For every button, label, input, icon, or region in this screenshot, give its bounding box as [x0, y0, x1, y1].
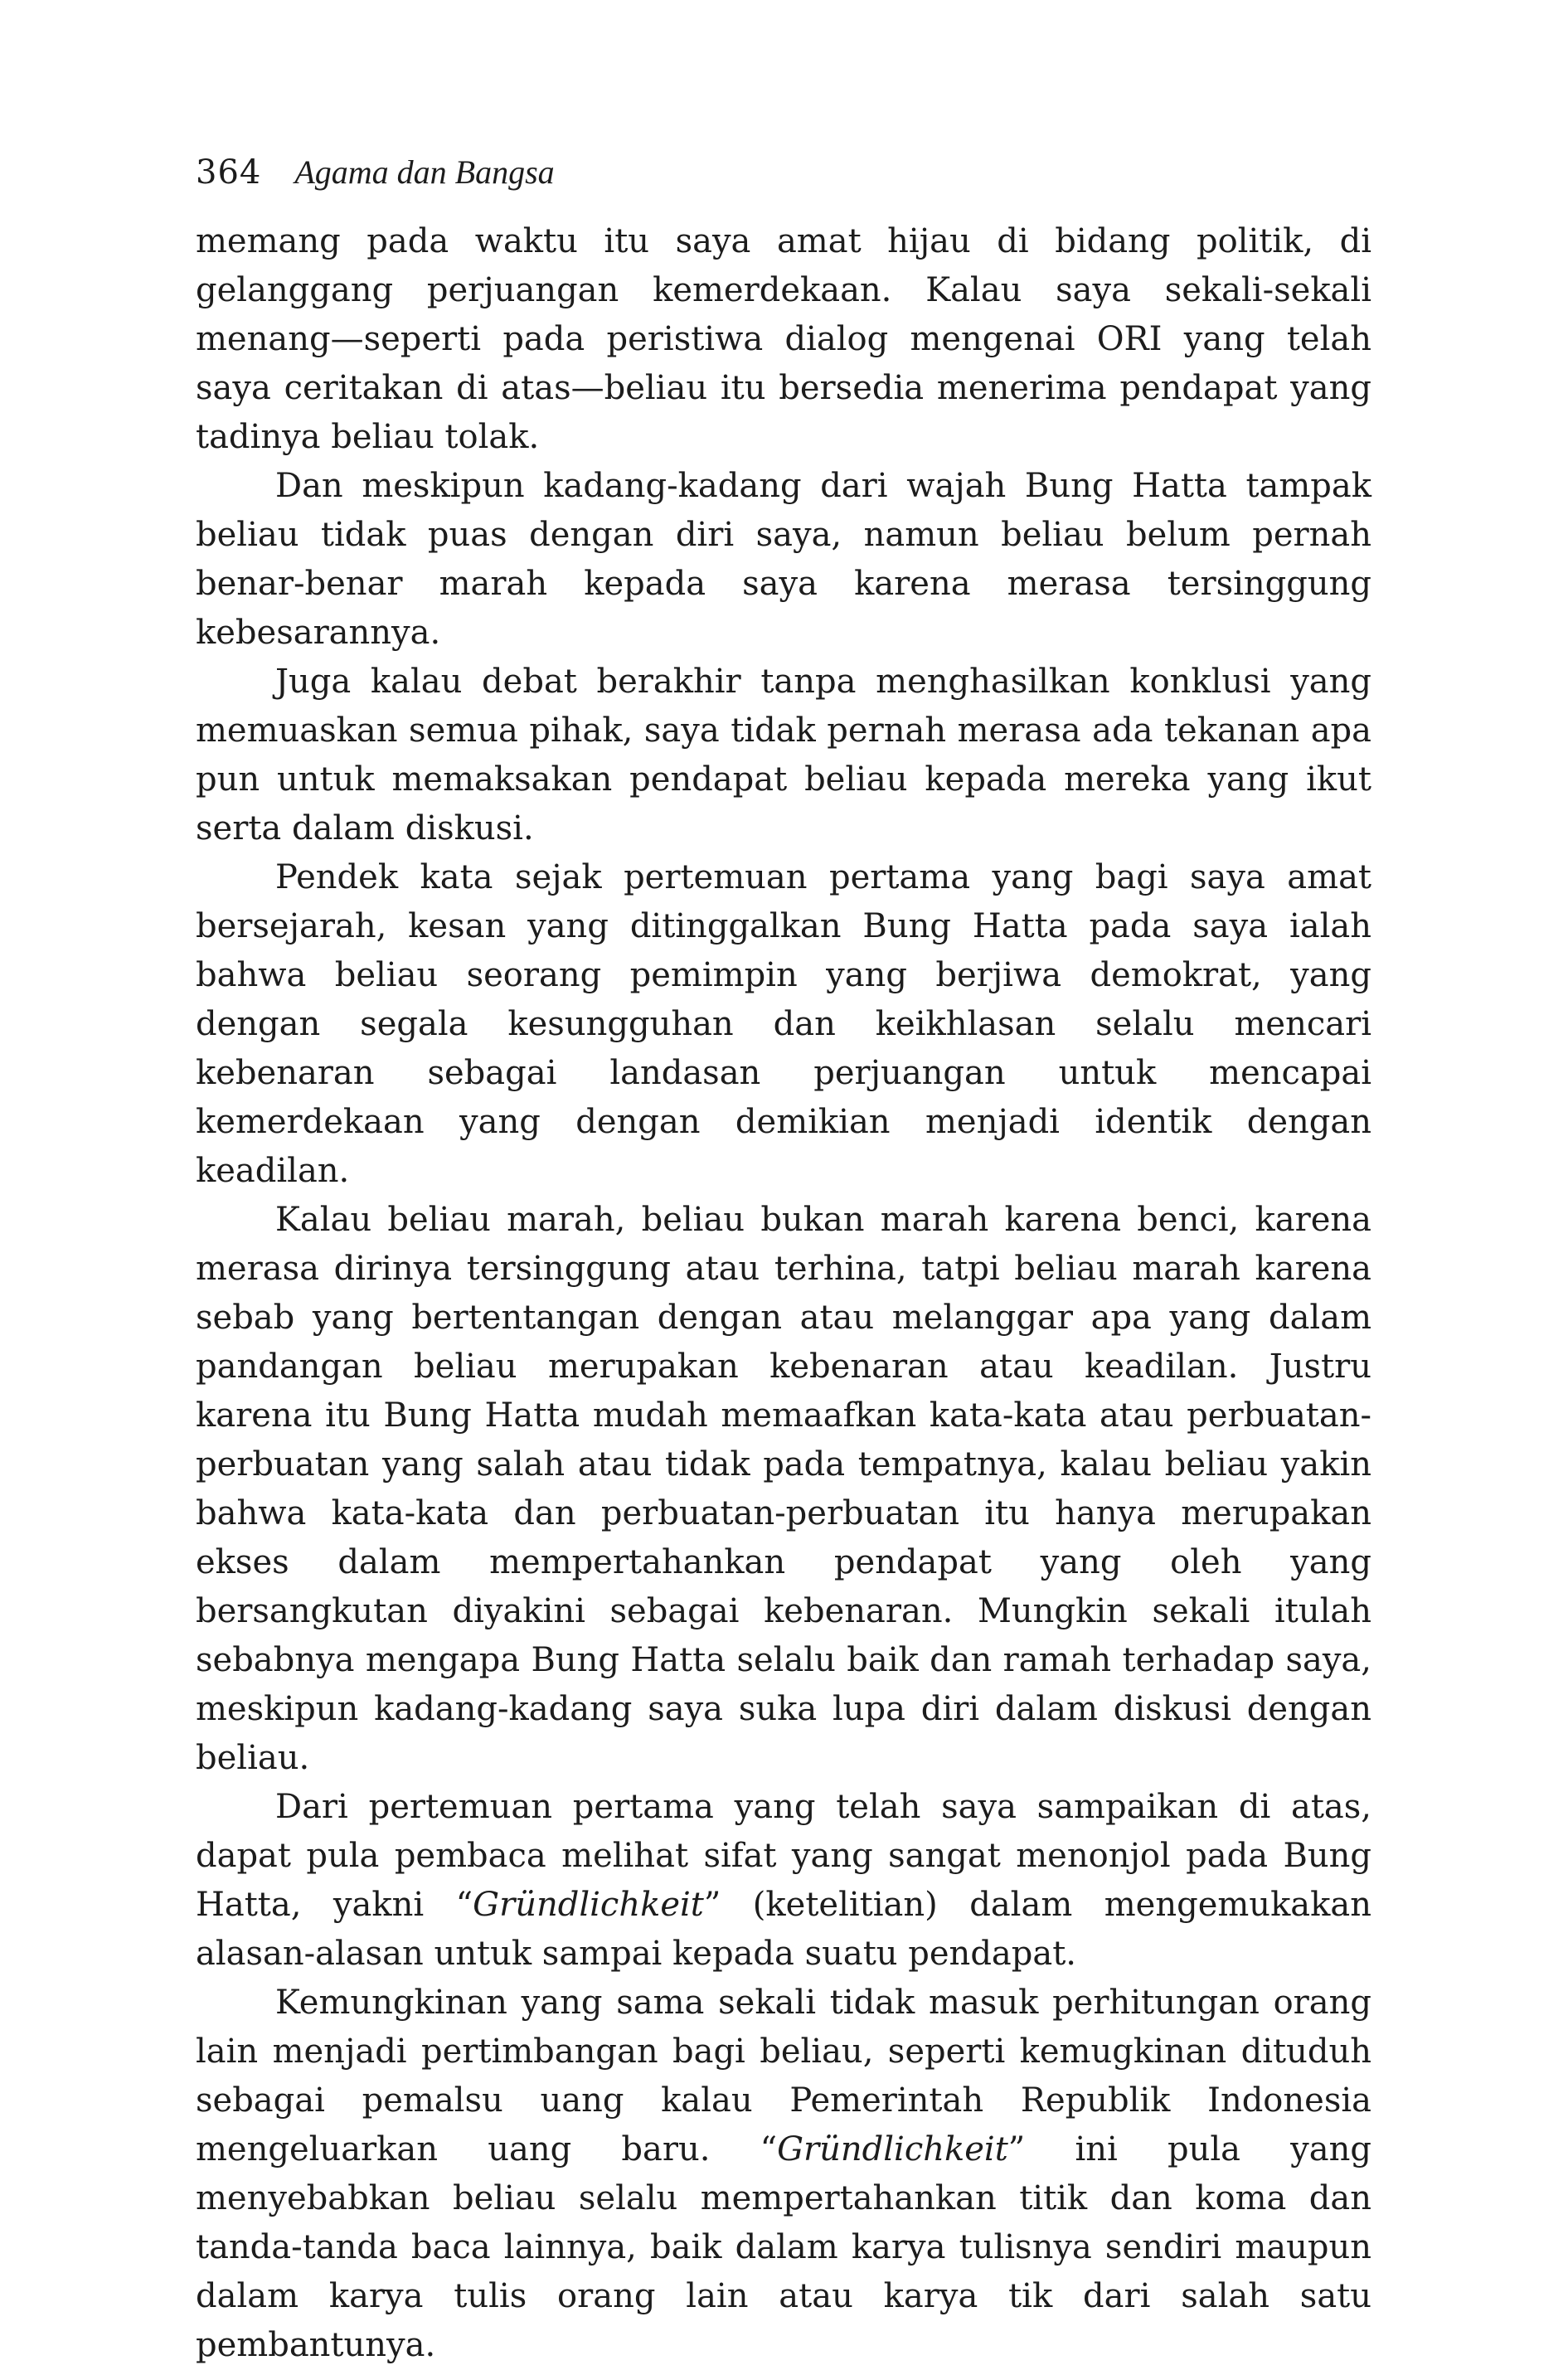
paragraph-2: Dan meskipun kadang-kadang dari wajah Bung Hatta tampak beliau tidak puas dengan diri saya, namun beliau belum pernah benar-benar marah kepada saya karena merasa tersinggung kebesarannya. [196, 467, 1371, 652]
paragraph-5: Kalau beliau marah, beliau bukan marah karena benci, karena merasa dirinya tersinggung atau terhina, tatpi beliau marah karena sebab yang bertentangan dengan atau melanggar apa yang dalam pandangan beliau merupakan kebenaran atau keadilan. Justru karena itu Bung Hatta mudah memaafkan kata-kata atau perbuatan-perbuatan yang salah atau tidak pada tempatnya, kalau beliau yakin bahwa kata-kata dan perbuatan-perbuatan itu hanya merupakan ekses dalam mempertahankan pendapat yang oleh yang bersangkutan diyakini sebagai kebenaran. Mungkin sekali itulah sebabnya mengapa Bung Hatta selalu baik dan ramah terhadap saya, meskipun kadang-kadang saya suka lupa diri dalam diskusi dengan beliau. [196, 1201, 1371, 1777]
paragraph-7-text-before: Kemungkinan yang sama sekali tidak masuk perhitungan orang lain menjadi pertimbangan bagi beliau, seperti kemugkinan dituduh sebagai pemalsu uang kalau Pemerintah Republik Indonesia mengeluarkan uang baru. “ [196, 1984, 1371, 2168]
paragraph-6-text-before: Dari pertemuan pertama yang telah saya sampaikan di atas, dapat pula pembaca melihat sifat yang sangat menonjol pada Bung Hatta, yakni “ [196, 1788, 1371, 1924]
paragraph-3: Juga kalau debat berakhir tanpa menghasilkan konklusi yang memuaskan semua pihak, saya tidak pernah merasa ada tekanan apa pun untuk memaksakan pendapat beliau kepada mereka yang ikut serta dalam diskusi. [196, 663, 1371, 847]
paragraph-7-italic-term: Gründlichkeit [777, 2130, 1008, 2168]
paragraph-1: memang pada waktu itu saya amat hijau di bidang politik, di gelanggang perjuangan kemerdekaan. Kalau saya sekali-sekali menang—seperti pada peristiwa dialog mengenai ORI yang telah saya ceritakan di atas—beliau itu bersedia menerima pendapat yang tadinya beliau tolak. [196, 222, 1371, 456]
paragraph-7-text-after: ” ini pula yang menyebabkan beliau selalu mempertahankan titik dan koma dan tanda-tanda baca lainnya, baik dalam karya tulisnya sendiri maupun dalam karya tulis orang lain atau karya tik dari salah satu pembantunya. [196, 2130, 1371, 2364]
running-title: Agama dan Bangsa [294, 153, 555, 191]
paragraph-4: Pendek kata sejak pertemuan pertama yang bagi saya amat bersejarah, kesan yang ditinggalkan Bung Hatta pada saya ialah bahwa beliau seorang pemimpin yang berjiwa demokrat, yang dengan segala kesungguhan dan keikhlasan selalu mencari kebenaran sebagai landasan perjuangan untuk mencapai kemerdekaan yang dengan demikian menjadi identik dengan keadilan. [196, 858, 1371, 1190]
paragraph-6-text-after: ” (ketelitian) dalam mengemukakan alasan-alasan untuk sampai kepada suatu pendapat. [196, 1886, 1372, 1973]
running-header [196, 153, 555, 192]
paragraph-6-italic-term: Gründlichkeit [473, 1886, 704, 1924]
paragraph-6 [196, 1783, 1371, 1979]
page-number: 364 [196, 153, 262, 192]
body-text [196, 217, 1371, 2370]
paragraph-7 [196, 1979, 1371, 2370]
